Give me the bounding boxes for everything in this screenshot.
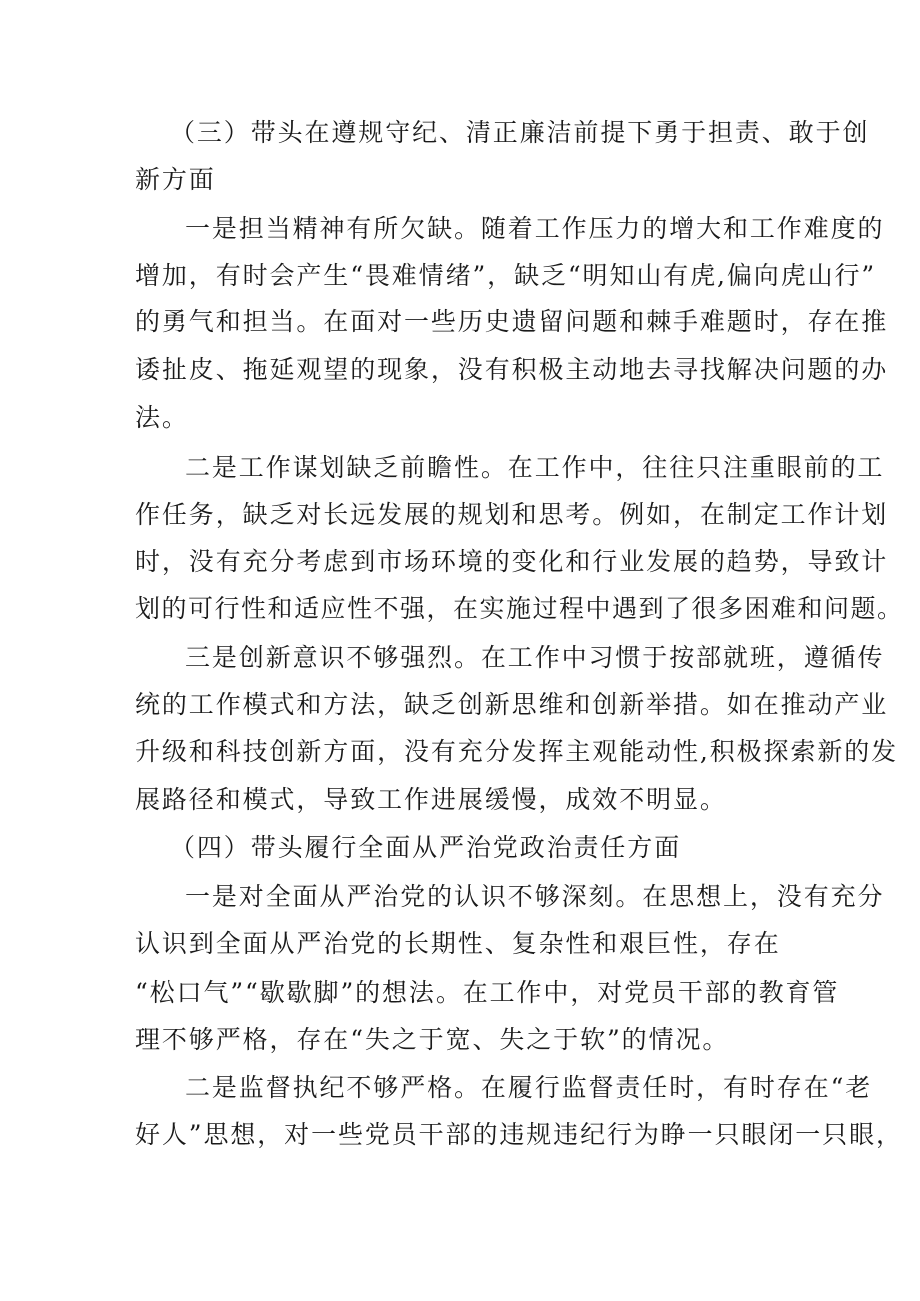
text-line: 增加，有时会产生“畏难情绪”，缺乏“明知山有虎,偏向虎山行” bbox=[135, 261, 877, 290]
text-line: 统的工作模式和方法，缺乏创新思维和创新举措。如在推动产业 bbox=[135, 690, 889, 719]
heading-line: （四）带头履行全面从严治党政治责任方面 bbox=[170, 833, 682, 862]
heading-line: 新方面 bbox=[135, 165, 216, 194]
text-line: 法。 bbox=[135, 403, 189, 432]
text-line: 二是监督执纪不够严格。在履行监督责任时，有时存在“老 bbox=[185, 1073, 873, 1102]
text-line: 一是担当精神有所欠缺。随着工作压力的增大和工作难度的 bbox=[185, 214, 885, 243]
text-line: 展路径和模式，导致工作进展缓慢，成效不明显。 bbox=[135, 785, 727, 814]
text-line: 一是对全面从严治党的认识不够深刻。在思想上，没有充分 bbox=[185, 882, 885, 911]
text-line: 作任务，缺乏对长远发展的规划和思考。例如，在制定工作计划 bbox=[135, 500, 889, 529]
text-line: 好人”思想，对一些党员干部的违规违纪行为睁一只眼闭一只眼， bbox=[135, 1120, 903, 1149]
text-line: 三是创新意识不够强烈。在工作中习惯于按部就班，遵循传 bbox=[185, 643, 885, 672]
text-line: 认识到全面从严治党的长期性、复杂性和艰巨性，存在 bbox=[135, 929, 781, 958]
text-line: 理不够严格，存在“失之于宽、失之于软”的情况。 bbox=[135, 1025, 730, 1054]
text-line: “松口气”“歇歇脚”的想法。在工作中，对党员干部的教育管 bbox=[135, 978, 840, 1007]
text-line: 升级和科技创新方面，没有充分发挥主观能动性,积极探索新的发 bbox=[135, 737, 899, 766]
text-line: 的勇气和担当。在面对一些历史遗留问题和棘手难题时，存在推 bbox=[135, 307, 889, 336]
text-line: 划的可行性和适应性不强，在实施过程中遇到了很多困难和问题。 bbox=[135, 594, 904, 623]
text-line: 二是工作谋划缺乏前瞻性。在工作中，往往只注重眼前的工 bbox=[185, 453, 885, 482]
text-line: 诿扯皮、拖延观望的现象，没有积极主动地去寻找解决问题的办 bbox=[135, 355, 889, 384]
text-line: 时，没有充分考虑到市场环境的变化和行业发展的趋势，导致计 bbox=[135, 547, 889, 576]
heading-line: （三）带头在遵规守纪、清正廉洁前提下勇于担责、敢于创 bbox=[170, 118, 870, 147]
